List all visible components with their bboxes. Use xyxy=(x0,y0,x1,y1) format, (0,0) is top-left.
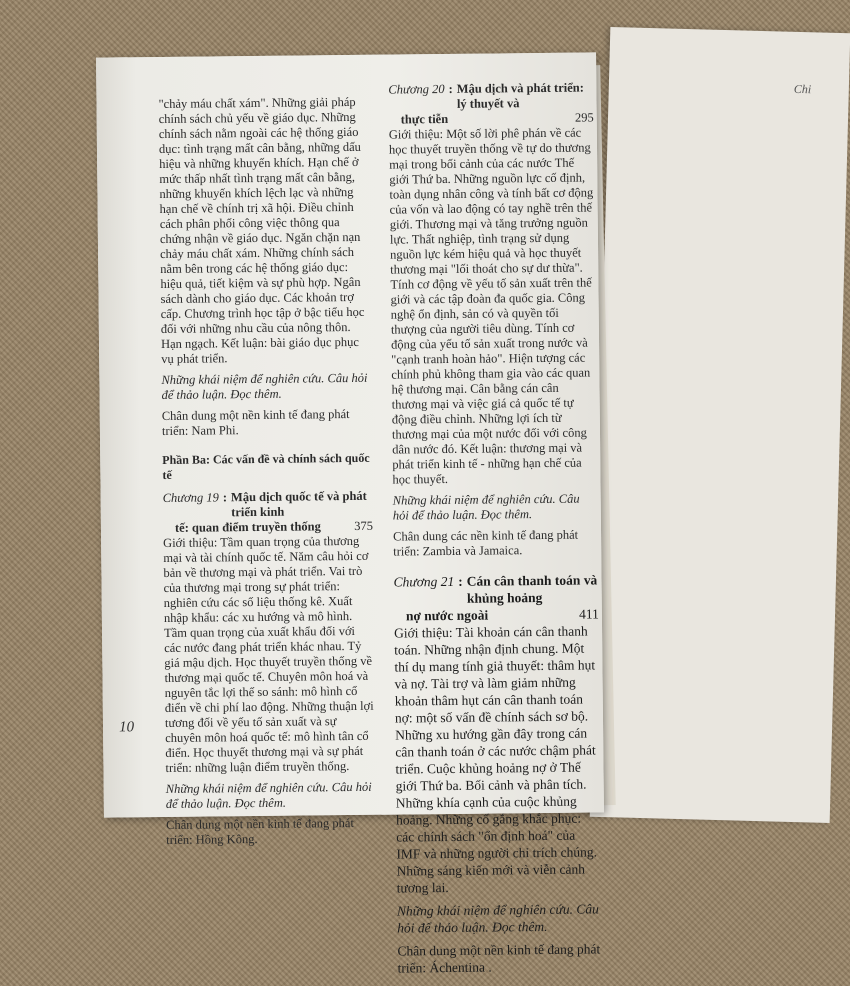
chapter-20-number: Chương 20 xyxy=(388,81,445,97)
chapter-20-concepts: Những khái niệm để nghiên cứu. Câu hỏi để thảo luận. Đọc thêm. xyxy=(392,491,580,523)
chapter-19-portrait: Chân dung một nền kinh tế đang phát triển: Hồng Kông. xyxy=(166,815,354,847)
chapter-21-number: Chương 21 xyxy=(393,573,455,590)
chapter-21-subtitle: nợ nước ngoài xyxy=(405,607,489,624)
chapter-21-intro: Giới thiệu: Tài khoản cán cân thanh toán. Những nhận định chung. Một thí dụ mang tính giả thuyết: thâm hụt và nợ. Tài trợ và làm giảm những khoản thâm hụt cán cân thanh toán nợ: một số vấn đề chính sách sơ bộ. Những xu hướng gần đây trong cán cân thanh toán ở các nước chậm phát triển. Cuộc khủng hoảng nợ ở Thế giới Thứ ba. Bối cảnh và phân tích. Những khía cạnh của cuộc khủng hoảng. Những cố gắng khắc phục: các chính sách "ổn định hoá" của IMF và những người chỉ trích chúng. Những sáng kiến mới và viễn cảnh tương lai. xyxy=(393,623,598,896)
chapter-21-concepts: Những khái niệm để nghiên cứu. Câu hỏi để thảo luận. Đọc thêm. xyxy=(396,901,599,936)
right-column xyxy=(388,72,602,982)
chapter-20-head: Chương 20 : Mậu dịch và phát triển: lý thuyết và xyxy=(388,80,593,112)
chapter-19-subtitle: tế: quan điểm truyền thống xyxy=(174,519,321,535)
chapter-20-subtitle: thực tiễn xyxy=(400,111,449,127)
chapter-21 xyxy=(393,571,602,976)
chapter-19-concepts: Những khái niệm để nghiên cứu. Câu hỏi để thảo luận. Đọc thêm. xyxy=(165,779,372,811)
chapter-19-title: Mậu dịch quốc tế và phát triển kinh xyxy=(230,488,367,520)
chapter-19-intro: Giới thiệu: Tầm quan trọng của thương mại và tài chính quốc tế. Năm câu hỏi cơ bản về thương mại và phát triển. Vai trò của thương mại trong sự phát triển: nghiên cứu các số liệu thống kê. Xuất nhập khẩu: các xu hướng và mô hình. Tầm quan trọng của xuất khẩu đối với các nước đang phát triển khác nhau. Tỷ giá mậu dịch. Học thuyết truyền thống về thương mại quốc tế. Chuyên môn hoá và nguyên tắc lợi thế so sánh: mô hình cổ điển về chi phí lao động. Những thuận lợi tương đối về yếu tố sản xuất và sự chuyên môn hoá quốc tế: mô hình tân cổ điển. Học thuyết thương mại và sự phát triển: những luận điểm truyền thống. xyxy=(163,533,374,775)
chapter-21-subtitle-row xyxy=(394,605,599,624)
chapter-20-title: Mậu dịch và phát triển: lý thuyết và xyxy=(456,80,584,111)
chapter-19-head: Chương 19 : Mậu dịch quốc tế và phát triển kinh xyxy=(163,489,373,521)
chapter-20 xyxy=(388,80,598,559)
left-column xyxy=(158,95,376,854)
chapter-21-head: Chương 21 : Cán cân thanh toán và khủng hoảng xyxy=(393,572,598,606)
chapter-20-page: 295 xyxy=(574,110,594,125)
chapter-20-portrait: Chân dung các nền kinh tế đang phát triển: Zambia và Jamaica. xyxy=(392,527,579,559)
chapter-21-page: 411 xyxy=(579,606,599,622)
chapter-19-number: Chương 19 xyxy=(162,490,219,505)
chapter-19 xyxy=(163,489,377,848)
next-page xyxy=(590,27,850,823)
chapter-21-title: Cán cân thanh toán và khủng hoảng xyxy=(466,572,598,606)
book-page xyxy=(96,52,604,976)
part-title: Phần Ba: Các vấn đề và chính sách quốc tế xyxy=(162,450,370,482)
portrait-line: Chân dung một nền kinh tế đang phát triển: Nam Phi. xyxy=(161,407,350,438)
chapter-21-portrait: Chân dung một nền kinh tế đang phát triển: Áchentina . xyxy=(397,941,601,976)
concepts-line: Những khái niệm để nghiên cứu. Câu hỏi để thảo luận. Đọc thêm. xyxy=(161,370,368,402)
next-page-edge-text: Chi xyxy=(793,81,812,97)
chapter-19-page: 375 xyxy=(354,518,374,533)
chapter-20-intro: Giới thiệu: Một số lời phê phán về các học thuyết truyền thống về tự do thương mại trong bối cảnh của các nước Thế giới Thứ ba. Những nguồn lực cố định, toàn dụng nhân công và tính bất cơ động của vốn và lao động có tay nghề trên thế giới. Thương mại và tăng trưởng nguồn lực. Thất nghiệp, tình trạng sử dụng nguồn lực kém hiệu quả và học thuyết thương mại "lối thoát cho sự dư thừa". Tính cơ động về yếu tố sản xuất trên thế giới và các tập đoàn đa quốc gia. Công nghệ ổn định, sản có và quyền tối thượng của người tiêu dùng. Tính cơ động của yếu tố sản xuất trong nước và "cạnh tranh hoàn hảo". Hiện tượng các chính phủ không tham gia vào các quan hệ thương mại. Cân bằng cán cân thương mại và việc giá cả quốc tế tự động điều chỉnh. Những lợi ích từ thương mại của một nước đối với công dân nước đó. Kết luận: thương mại và phát triển kinh tế - những hạn chế của học thuyết. xyxy=(388,125,594,487)
intro-paragraph: "chảy máu chất xám". Những giải pháp chính sách chủ yếu về giáo dục. Những chính sách nằm ngoài các hệ thống giáo dục: tình trạng mất cân bằng, những dấu hiệu và những khuyến khích. Hạn chế ở mức thấp nhất tình trạng mất cân bằng, những khuyến khích lệch lạc và những hạn chế về chính trị xã hội. Điều chỉnh cách phân phối công việc thông qua chứng nhận về giáo dục. Ngăn chặn nạn chảy máu chất xám. Những chính sách nằm bên trong các hệ thống giáo dục: hiệu quả, tiết kiệm và sự phù hợp. Ngân sách dành cho giáo dục. Các khoản trợ cấp. Chương trình học tập ở bậc tiểu học đối với những nhu cầu của nông thôn. Hạn ngạch. Kết luận: bài giáo dục phục vụ phát triển. xyxy=(158,94,365,366)
page-number: 10 xyxy=(118,719,135,736)
